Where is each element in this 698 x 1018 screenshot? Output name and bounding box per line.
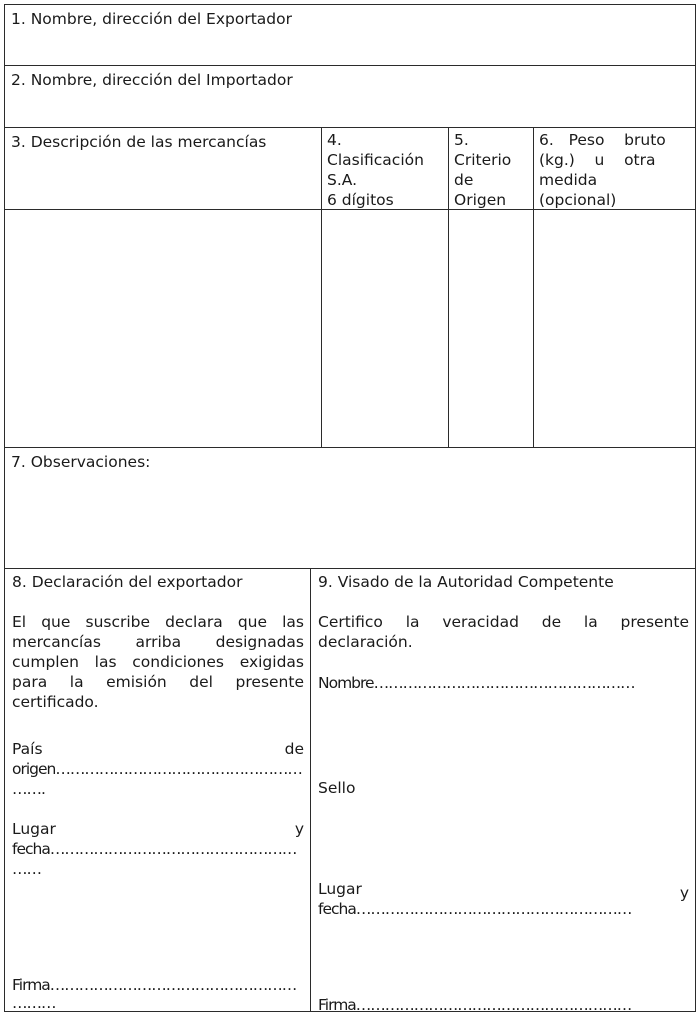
declaration-text-line1: El que suscribe declara que las [12, 613, 304, 631]
visa-seal-label: Sello [318, 779, 356, 797]
observations-label: 7. Observaciones: [11, 453, 151, 471]
visa-place-label: Lugar [318, 880, 362, 898]
declaration-text-line2: mercancías arriba designadas [12, 633, 304, 651]
importer-label: 2. Nombre, dirección del Importador [11, 71, 293, 89]
exporter-declaration-box [4, 568, 311, 1012]
goods-description-cell [4, 209, 322, 448]
declaration-text-line4: para la emisión del presente [12, 673, 304, 691]
gross-weight-line3: medida [539, 171, 598, 189]
gross-weight-line2: (kg.) u otra [539, 151, 656, 169]
place-label-y: y [294, 820, 304, 838]
visa-cert-line1: Certifico la veracidad de la presente [318, 613, 689, 631]
origin-country-label: País [12, 740, 43, 758]
exporter-label: 1. Nombre, dirección del Exportador [11, 10, 292, 28]
exporter-box [4, 4, 696, 66]
place-date-field-cont: …… [12, 860, 41, 878]
place-date-field: fecha…………………………………………… [12, 840, 297, 858]
importer-box [4, 65, 696, 128]
origin-country-field: origen…………………………………………… [12, 760, 302, 778]
place-label: Lugar [12, 820, 56, 838]
hs-classification-header [321, 127, 449, 210]
visa-cert-line2: declaración. [318, 633, 413, 651]
visa-signature-field: Firma………………………………………………… [318, 996, 632, 1014]
origin-country-label-de: de [284, 740, 304, 758]
origin-criterion-header [448, 127, 534, 210]
goods-description-label: 3. Descripción de las mercancías [11, 133, 267, 151]
visa-place-date-field: fecha………………………………………………… [318, 900, 632, 918]
gross-weight-line4: (opcional) [539, 191, 617, 209]
gross-weight-cell [533, 209, 696, 448]
gross-weight-line1: 6. Peso bruto [539, 131, 666, 149]
declaration-text-line5: certificado. [12, 693, 99, 711]
visa-place-label-y: y [679, 884, 689, 902]
gross-weight-header [533, 127, 696, 210]
declaration-text-line3: cumplen las condiciones exigidas [12, 653, 304, 671]
hs-classification-cell [321, 209, 449, 448]
exporter-signature-field-cont: ……… [12, 994, 56, 1012]
goods-description-header [4, 127, 322, 210]
authority-visa-box [310, 568, 696, 1012]
declaration-title: 8. Declaración del exportador [12, 573, 243, 591]
hs-classification-label: 4. Clasificación S.A. 6 dígitos [327, 131, 424, 209]
exporter-signature-field: Firma…………………………………………… [12, 976, 297, 994]
visa-name-field: Nombre……………………………………………… [318, 674, 635, 692]
certificate-form [4, 4, 696, 1012]
origin-country-field-cont: ……. [12, 780, 45, 798]
visa-title: 9. Visado de la Autoridad Competente [318, 573, 614, 591]
origin-criterion-label: 5. Criterio de Origen [454, 131, 512, 209]
observations-box [4, 447, 696, 569]
origin-criterion-cell [448, 209, 534, 448]
